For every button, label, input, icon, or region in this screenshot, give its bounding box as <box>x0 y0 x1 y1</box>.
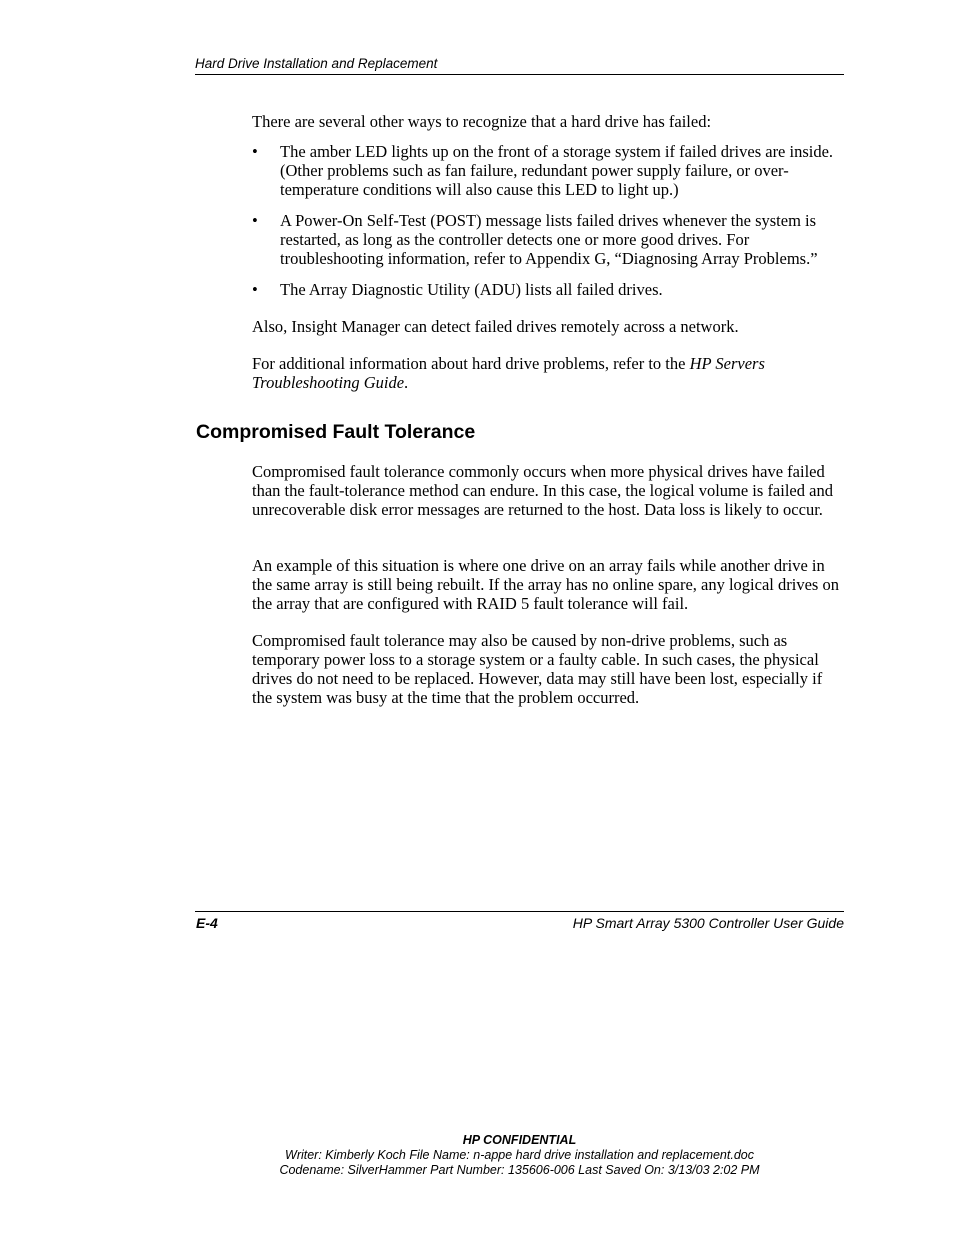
confidential-title: HP CONFIDENTIAL <box>462 1133 577 1147</box>
list-item-text: The amber LED lights up on the front of a storage system if failed drives are inside. (Other problems such as fan failure, redundant power supply failure, or over-temperature conditions will also cause this LED to light up.) <box>280 142 834 199</box>
list-item <box>252 280 844 299</box>
bullet-icon: • <box>252 142 258 161</box>
list-item-text: The Array Diagnostic Utility (ADU) lists all failed drives. <box>280 280 663 299</box>
insight-paragraph: Also, Insight Manager can detect failed drives remotely across a network. <box>252 317 739 336</box>
confidential-notice <box>195 1133 844 1178</box>
section-paragraph: Compromised fault tolerance may also be caused by non-drive problems, such as temporary power loss to a storage system or a faulty cable. In such cases, the physical drives do not need to be replaced. However, data may still have been lost, especially if the system was busy at the time that the problem occurred. <box>252 631 823 707</box>
additional-info-paragraph <box>252 354 844 392</box>
additional-info-end: . <box>404 373 409 392</box>
section-paragraph: Compromised fault tolerance commonly occurs when more physical drives have failed than the fault-tolerance method can endure. In this case, the logical volume is failed and unrecoverable disk error messages are returned to the host. Data loss is likely to occur. <box>252 462 833 519</box>
list-item-text: A Power-On Self-Test (POST) message lists failed drives whenever the system is restarted, as long as the controller detects one or more good drives. For troubleshooting information, refer to Appendix G, “Diagnosing Array Problems.” <box>280 211 818 268</box>
bullet-icon: • <box>252 280 258 299</box>
footer-guide-title: HP Smart Array 5300 Controller User Guide <box>572 915 844 931</box>
running-header: Hard Drive Installation and Replacement <box>195 56 438 71</box>
confidential-line: Writer: Kimberly Koch File Name: n-appe hard drive installation and replacement.doc <box>285 1148 754 1162</box>
additional-info-text: For additional information about hard drive problems, refer to the <box>252 354 690 373</box>
failure-indicators-list <box>252 142 844 299</box>
intro-paragraph: There are several other ways to recognize that a hard drive has failed: <box>252 112 712 131</box>
section-heading: Compromised Fault Tolerance <box>196 421 476 443</box>
guide-reference: HP Servers Troubleshooting Guide <box>252 354 765 392</box>
page-number: E-4 <box>196 915 218 931</box>
section-paragraph: An example of this situation is where one drive on an array fails while another drive in the same array is still being rebuilt. If the array has no online spare, any logical drives on the array that are configured with RAID 5 fault tolerance will fail. <box>252 556 839 613</box>
bullet-icon: • <box>252 211 258 230</box>
footer-rule <box>195 911 844 912</box>
list-item <box>252 211 844 268</box>
confidential-line: Codename: SilverHammer Part Number: 135606-006 Last Saved On: 3/13/03 2:02 PM <box>279 1163 760 1177</box>
header-rule <box>195 74 844 75</box>
list-item <box>252 142 844 199</box>
